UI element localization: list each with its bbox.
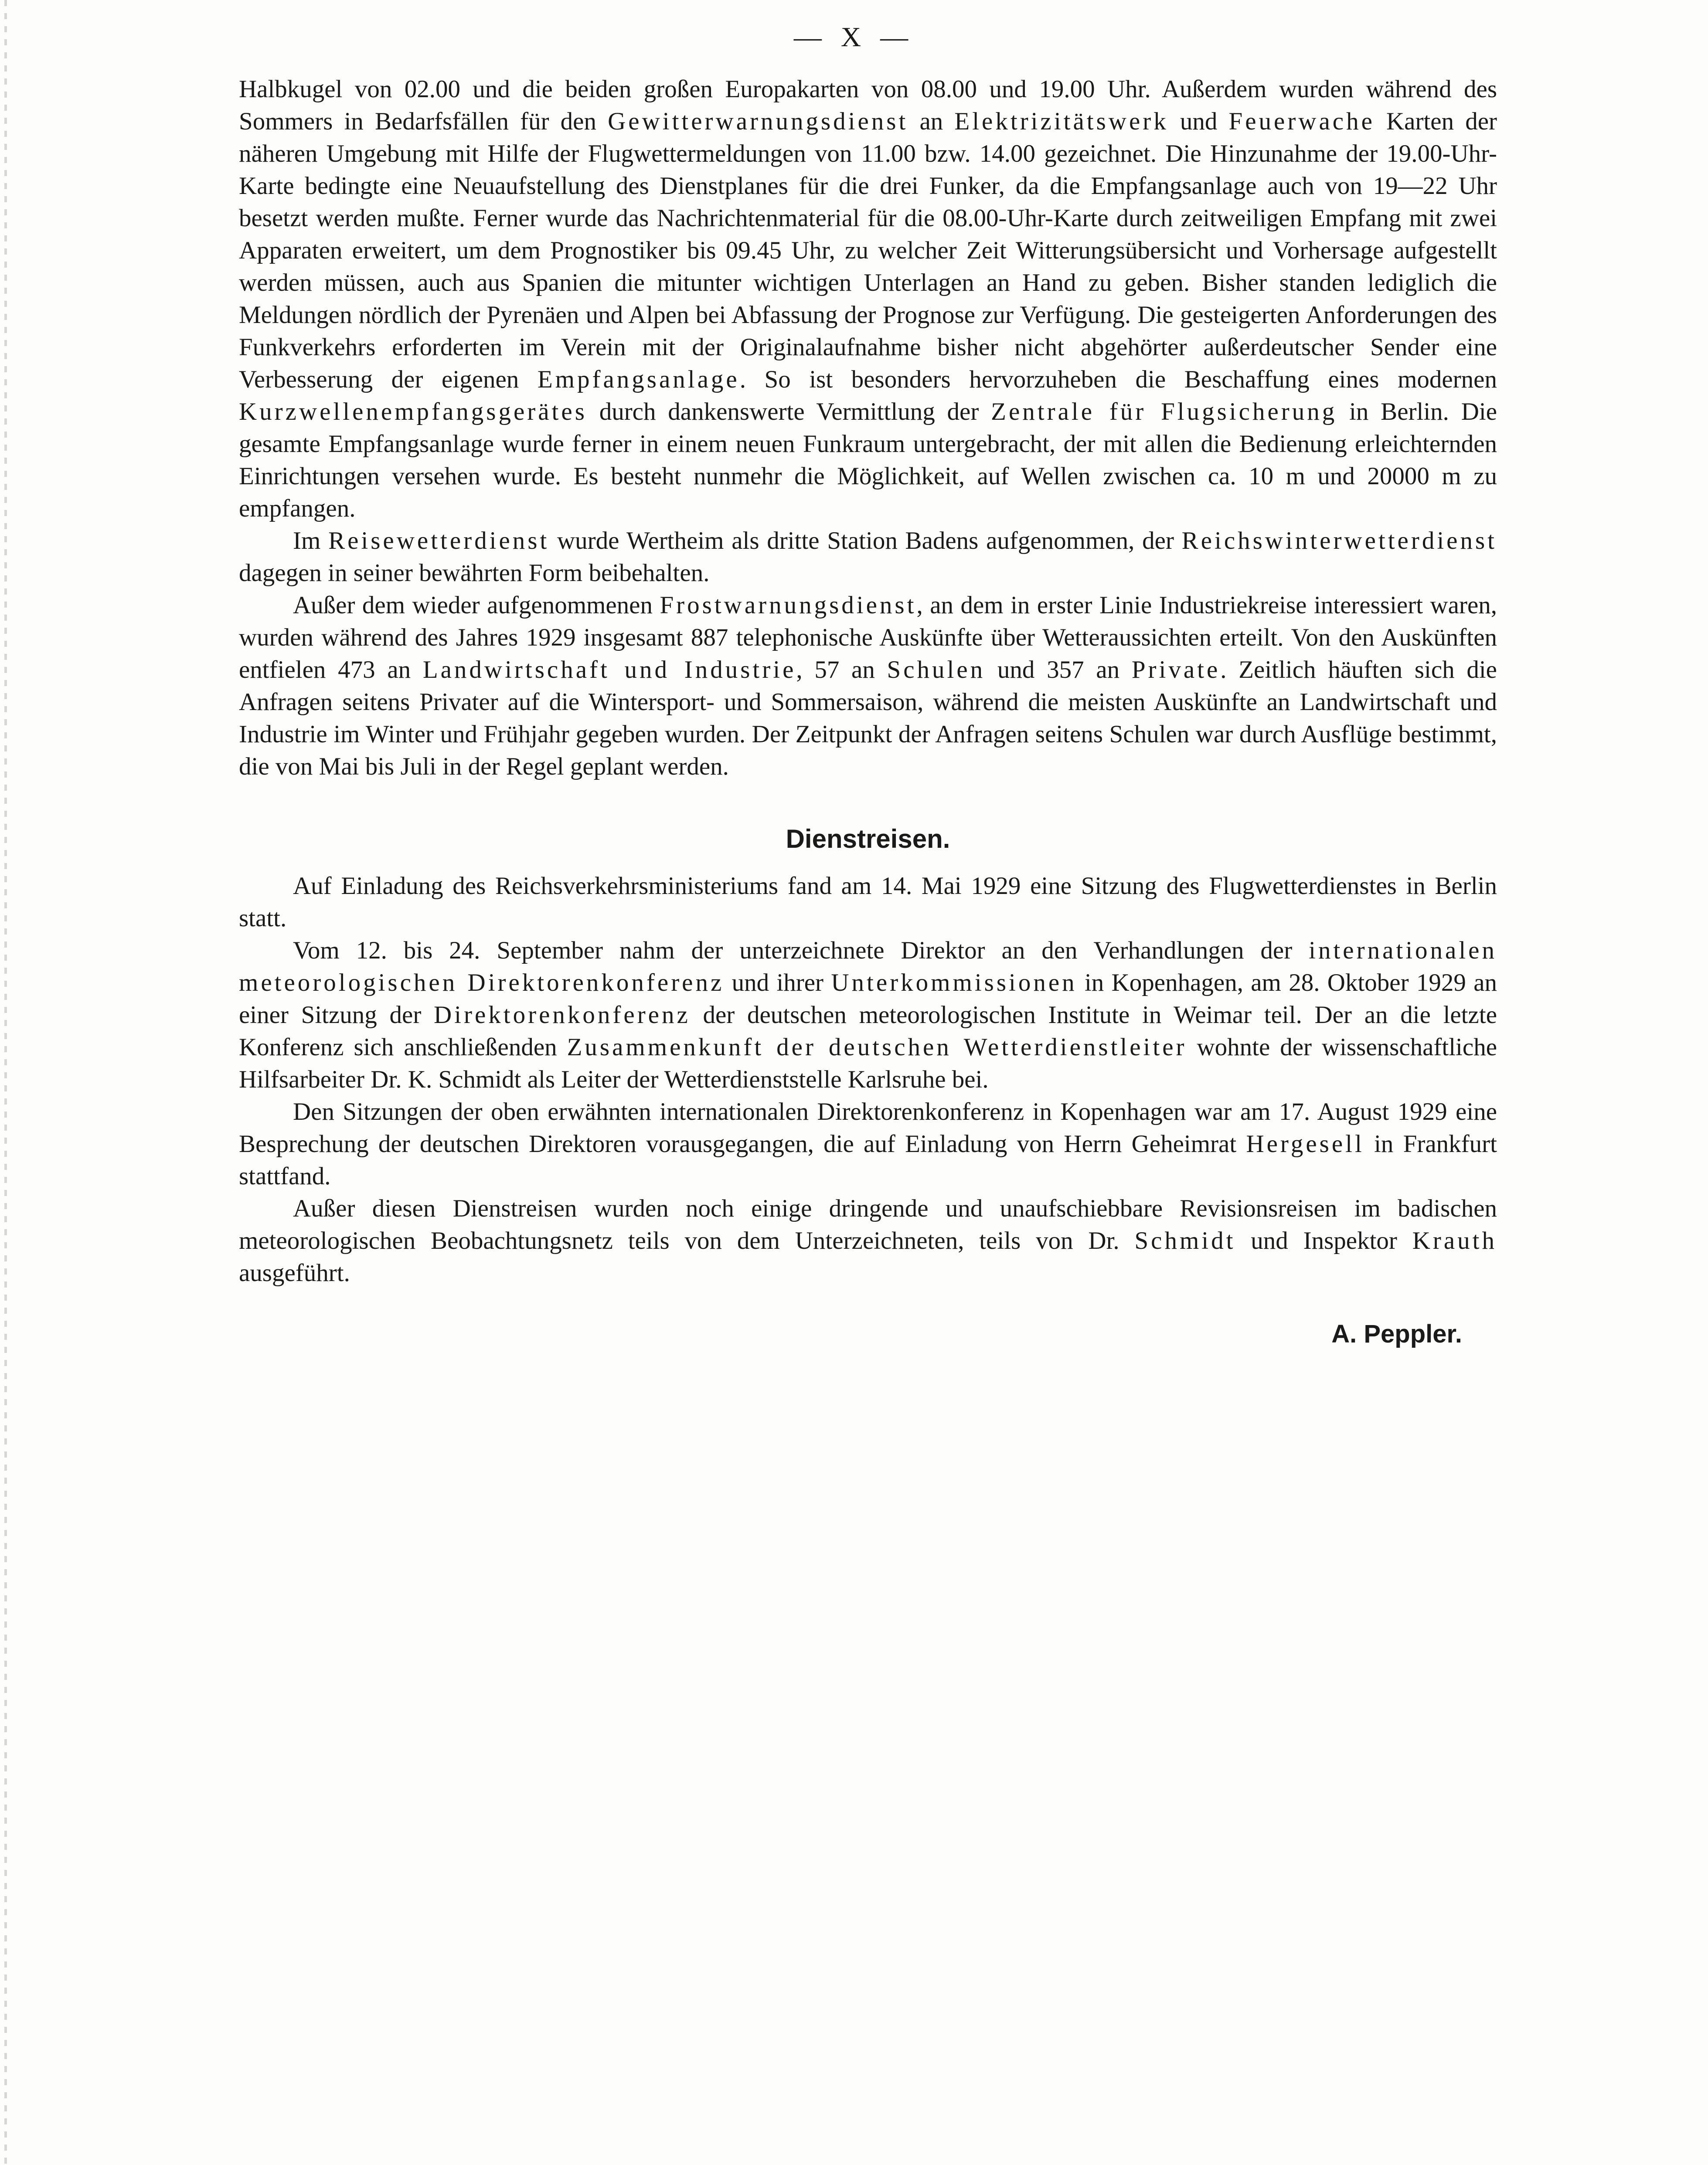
- text-run: Im: [293, 527, 329, 554]
- text-run: Außer dem wieder aufgenommenen: [293, 591, 660, 619]
- text-run: . Zeitlich häuften sich die Anfragen seitens Privater auf die Wintersport- und Sommersaison, während die meisten Auskünfte an Landwirtschaft und Industrie im Winter und Frühjahr gegeben wurden. Der Zeitpunkt der Anfragen seitens Schulen war durch Ausflüge bestimmt, die von Mai bis Juli in der Regel geplant werden.: [239, 656, 1497, 780]
- emphasized-text: Reisewetterdienst: [328, 527, 550, 554]
- signature: A. Peppler.: [1331, 1320, 1462, 1348]
- emphasized-text: Krauth: [1412, 1227, 1497, 1254]
- text-run: und Inspektor: [1235, 1227, 1412, 1254]
- text-run: wurde Wertheim als dritte Station Badens aufgenommen, der: [549, 527, 1182, 554]
- text-run: Außer diesen Dienstreisen wurden noch einige dringende und unaufschiebbare Revisionsreisen im badischen meteorologischen Beobachtungsnetz teils von dem Unterzeichneten, teils von Dr.: [239, 1195, 1497, 1254]
- paragraph: [239, 525, 1497, 589]
- text-run: . So ist besonders hervorzuheben die Beschaffung eines modernen: [739, 366, 1497, 393]
- emphasized-text: Gewitterwarnungsdienst: [608, 108, 908, 135]
- text-run: Halbkugel von 02.00 und die beiden großen Europakarten von 08.00 und 19.00 Uhr. Außerdem wurden während des Sommers in Bedarfsfällen für den: [239, 75, 1497, 135]
- paragraph-group-bottom: [239, 870, 1497, 1289]
- text-run: und: [1168, 108, 1229, 135]
- emphasized-text: Empfangsanlage: [537, 366, 740, 393]
- text-run: in Kopenhagen, am 28. Oktober 1929 an einer Sitzung der: [239, 969, 1497, 1029]
- emphasized-text: Kurzwellenempfangsgerätes: [239, 398, 587, 425]
- emphasized-text: Zusammenkunft der deutschen Wetterdienstleiter: [567, 1033, 1187, 1061]
- paragraph: [239, 1193, 1497, 1289]
- text-run: an: [908, 108, 955, 135]
- paragraph: [239, 589, 1497, 783]
- emphasized-text: Hergesell: [1246, 1130, 1364, 1158]
- paragraph: [239, 1096, 1497, 1193]
- text-run: , an dem in erster Linie Industriekreise interessiert waren, wurden während des Jahres 1929 insgesamt 887 telephonische Auskünfte über Wetteraussichten erteilt. Von den Auskünften entfielen 473 an: [239, 591, 1497, 683]
- emphasized-text: internationalen meteorologischen Direktorenkonferenz: [239, 937, 1497, 996]
- text-run: dagegen in seiner bewährten Form beibehalten.: [239, 559, 710, 587]
- page-body: [239, 73, 1497, 1350]
- text-run: durch dankenswerte Vermittlung der: [587, 398, 991, 425]
- emphasized-text: Zentrale für Flugsicherung: [991, 398, 1337, 425]
- text-run: und ihrer: [724, 969, 831, 996]
- page-number: — X —: [793, 21, 915, 52]
- emphasized-text: Schulen: [887, 656, 986, 683]
- section-heading: Dienstreisen.: [786, 824, 950, 853]
- emphasized-text: Private: [1131, 656, 1221, 683]
- emphasized-text: Frostwarnungsdienst: [660, 591, 917, 619]
- text-run: in Frankfurt stattfand.: [239, 1130, 1497, 1190]
- text-run: ausgeführt.: [239, 1259, 350, 1287]
- emphasized-text: Feuerwache: [1228, 108, 1375, 135]
- paragraph: [239, 935, 1497, 1096]
- text-run: Karten der näheren Umgebung mit Hilfe der Flugwettermeldungen von 11.00 bzw. 14.00 gezeichnet. Die Hinzunahme der 19.00-Uhr-Karte bedingte eine Neuaufstellung des Dienstplanes für die drei Funker, da die Empfangsanlage auch von 19—22 Uhr besetzt werden mußte. Ferner wurde das Nachrichtenmaterial für die 08.00-Uhr-Karte durch zeitweiligen Empfang mit zwei Apparaten erweitert, um dem Prognostiker bis 09.45 Uhr, zu welcher Zeit Witterungsübersicht und Vorhersage aufgestellt werden müssen, auch aus Spanien die mitunter wichtigen Unterlagen an Hand zu geben. Bisher standen lediglich die Meldungen nördlich der Pyrenäen und Alpen bei Abfassung der Prognose zur Verfügung. Die gesteigerten Anforderungen des Funkverkehrs erforderten im Verein mit der Originalaufnahme bisher nicht abgehörter außerdeutscher Sender eine Verbesserung der eigenen: [239, 108, 1497, 393]
- text-run: Vom 12. bis 24. September nahm der unterzeichnete Direktor an den Verhandlungen der: [293, 937, 1309, 964]
- emphasized-text: Elektrizitätswerk: [954, 108, 1169, 135]
- text-run: wohnte der wissenschaftliche Hilfsarbeiter Dr. K. Schmidt als Leiter der Wetterdienststelle Karlsruhe bei.: [239, 1033, 1497, 1093]
- emphasized-text: Unterkommissionen: [831, 969, 1077, 996]
- scan-edge-marks: [4, 0, 7, 2165]
- emphasized-text: Reichswinterwetterdienst: [1181, 527, 1497, 554]
- emphasized-text: Landwirtschaft und Industrie: [422, 656, 796, 683]
- emphasized-text: Schmidt: [1134, 1227, 1236, 1254]
- paragraph-group-top: [239, 73, 1497, 783]
- text-run: und 357 an: [985, 656, 1132, 683]
- paragraph: [239, 73, 1497, 525]
- emphasized-text: Direktorenkonferenz: [434, 1001, 691, 1029]
- text-run: , 57 an: [796, 656, 887, 683]
- text-run: in Berlin. Die gesamte Empfangsanlage wurde ferner in einem neuen Funkraum untergebracht, der mit allen die Bedienung erleichternden Einrichtungen versehen wurde. Es besteht nunmehr die Möglichkeit, auf Wellen zwischen ca. 10 m und 20000 m zu empfangen.: [239, 398, 1497, 522]
- paragraph: [239, 870, 1497, 935]
- text-run: Auf Einladung des Reichsverkehrsministeriums fand am 14. Mai 1929 eine Sitzung des Flugwetterdienstes in Berlin statt.: [239, 872, 1497, 932]
- text-run: Den Sitzungen der oben erwähnten internationalen Direktorenkonferenz in Kopenhagen war am 17. August 1929 eine Besprechung der deutschen Direktoren vorausgegangen, die auf Einladung von Herrn Geheimrat: [239, 1098, 1497, 1158]
- text-run: der deutschen meteorologischen Institute in Weimar teil. Der an die letzte Konferenz sich anschließenden: [239, 1001, 1497, 1061]
